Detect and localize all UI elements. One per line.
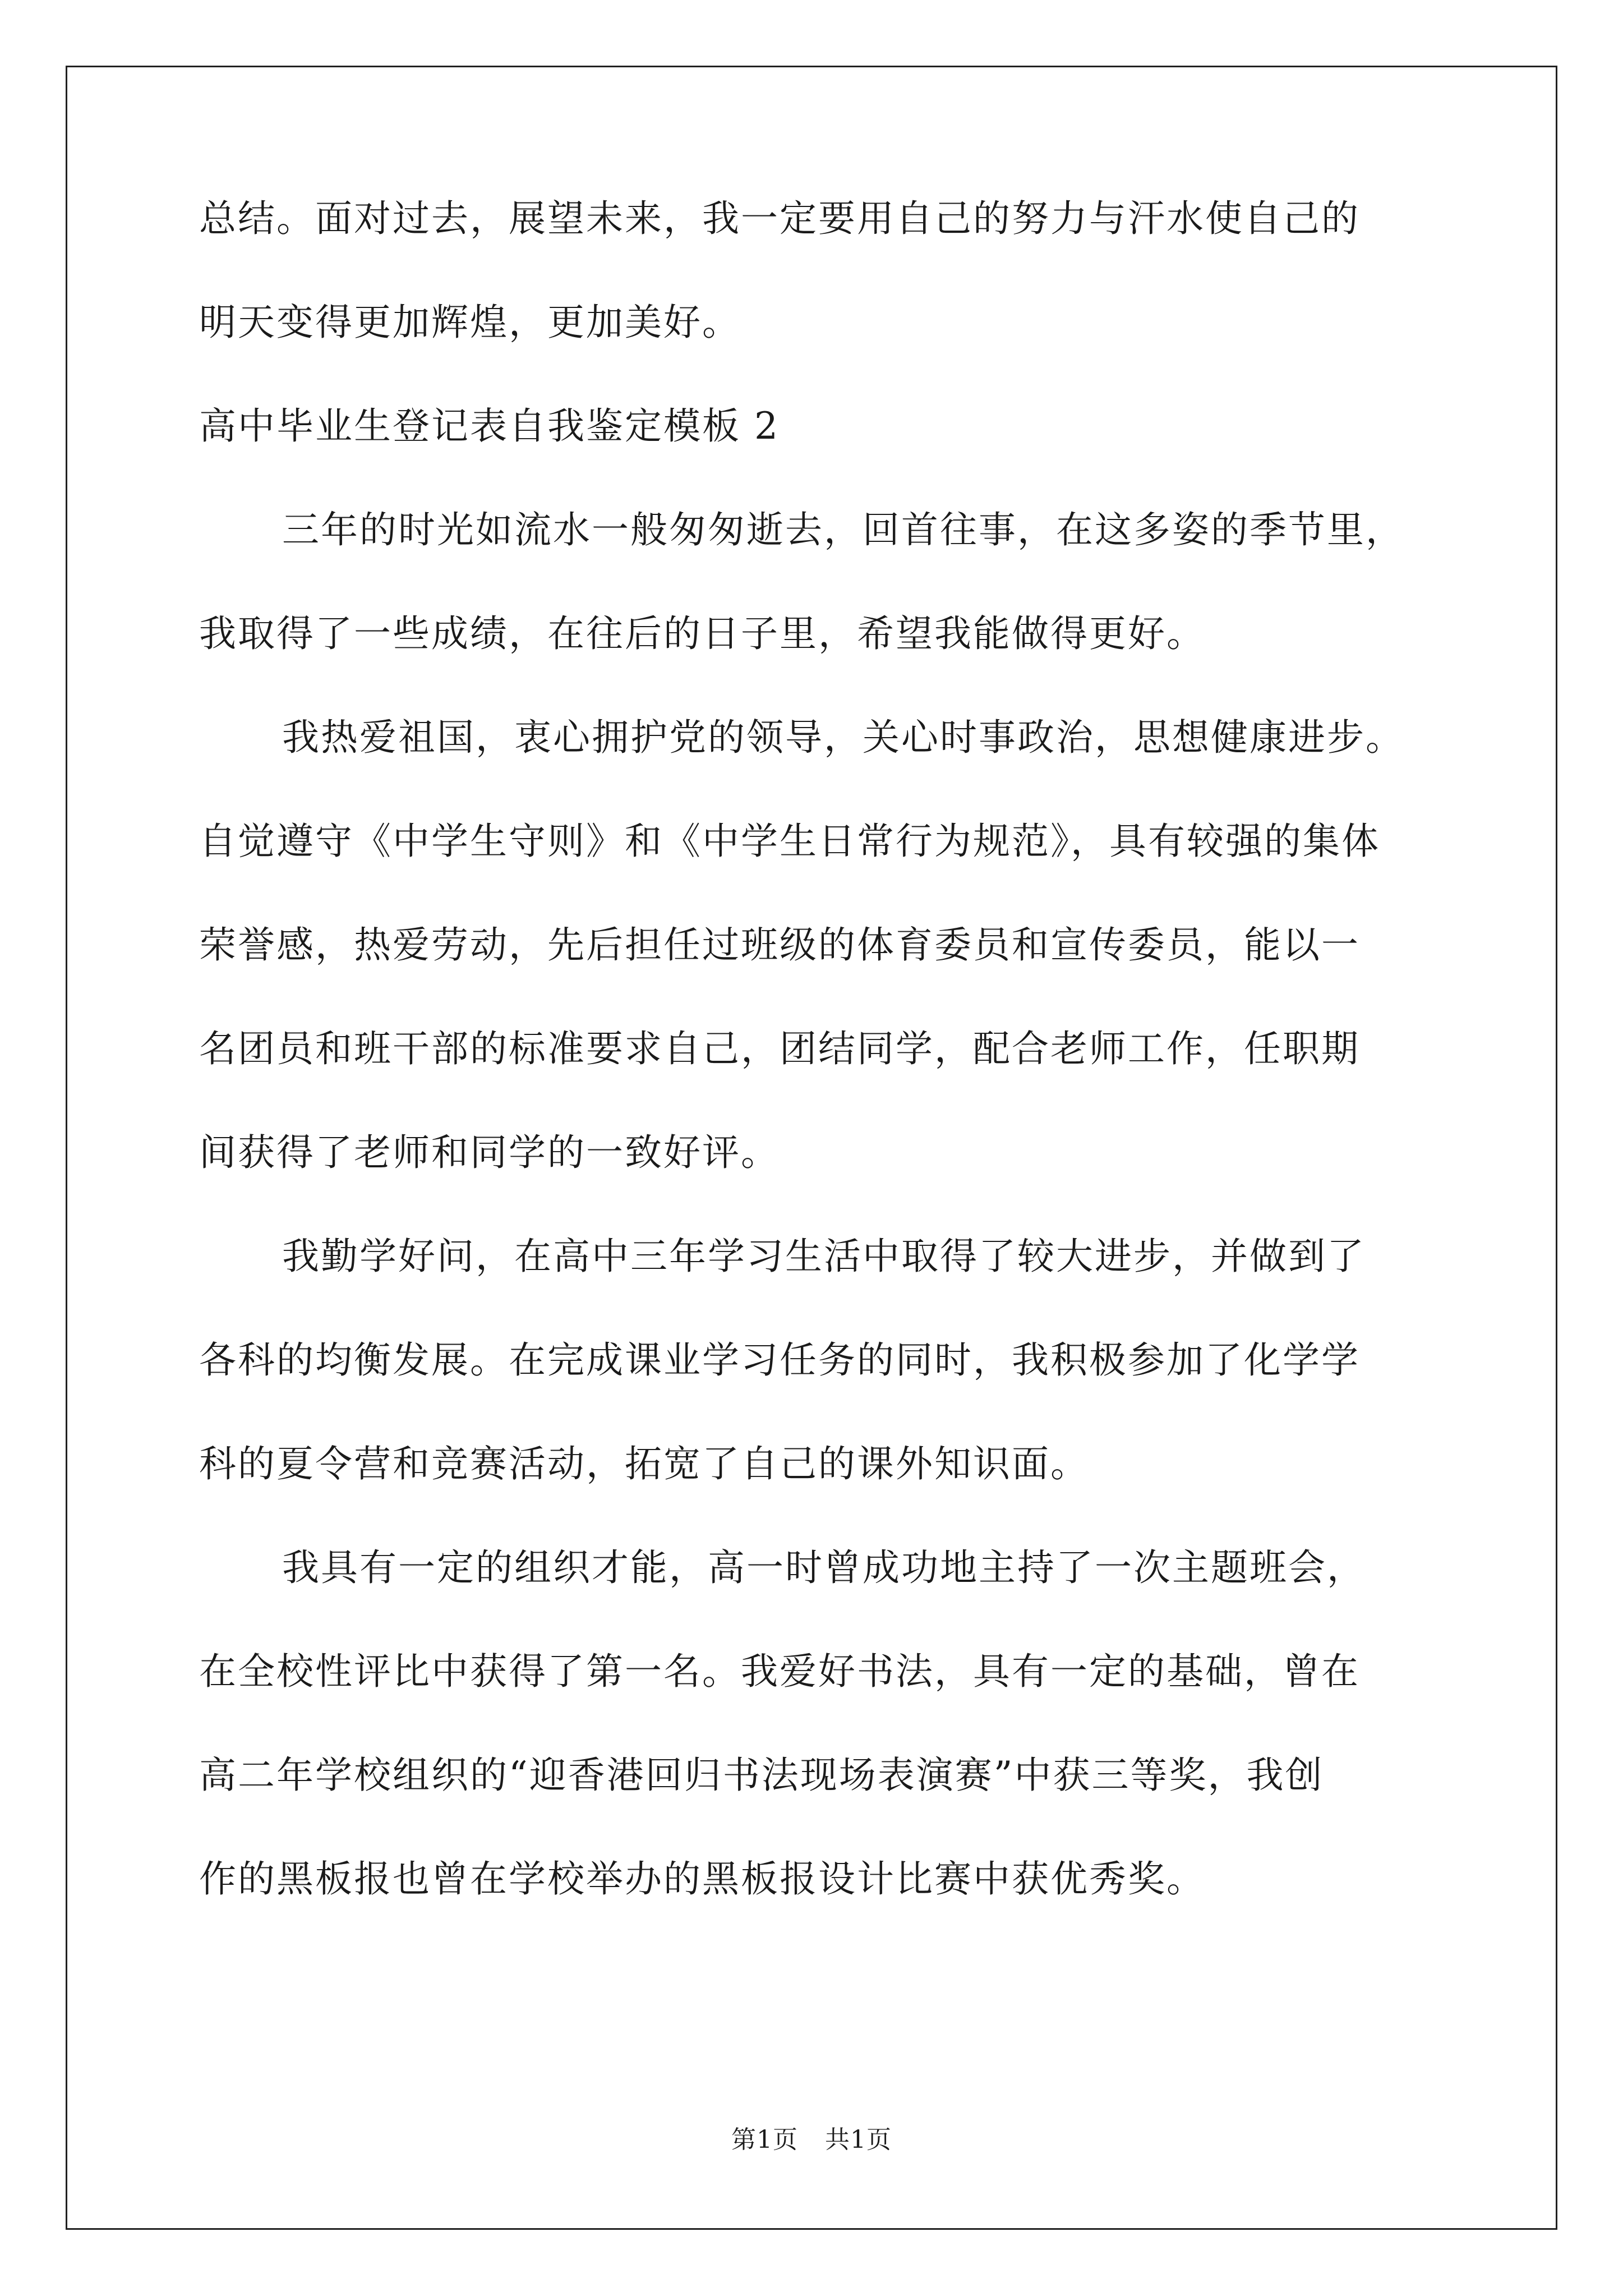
page-total: 共1页 (825, 2125, 892, 2154)
page-number: 第1页 (731, 2125, 798, 2154)
text-line: 名团员和班干部的标准要求自己，团结同学，配合老师工作，任职期 (199, 1027, 1360, 1070)
paragraph-first-line: 三年的时光如流水一般匆匆逝去，回首往事，在这多姿的季节里， (282, 508, 1404, 551)
text-line: 荣誉感，热爱劳动，先后担任过班级的体育委员和宣传委员，能以一 (199, 923, 1360, 967)
text-line: 科的夏令营和竞赛活动，拓宽了自己的课外知识面。 (199, 1442, 1089, 1485)
text-line: 间获得了老师和同学的一致好评。 (199, 1131, 780, 1174)
text-line: 各科的均衡发展。在完成课业学习任务的同时，我积极参加了化学学 (199, 1338, 1360, 1382)
paragraph-first-line: 我具有一定的组织才能，高一时曾成功地主持了一次主题班会， (282, 1546, 1366, 1589)
text-line: 总结。面对过去，展望未来，我一定要用自己的努力与汗水使自己的 (199, 197, 1360, 240)
text-line: 高二年学校组织的“迎香港回归书法现场表演赛”中获三等奖，我创 (199, 1754, 1324, 1797)
text-line: 作的黑板报也曾在学校举办的黑板报设计比赛中获优秀奖。 (199, 1857, 1205, 1901)
paragraph-first-line: 我热爱祖国，衷心拥护党的领导，关心时事政治，思想健康进步。 (282, 716, 1404, 759)
paragraph-first-line: 我勤学好问，在高中三年学习生活中取得了较大进步，并做到了 (282, 1235, 1366, 1278)
text-line: 我取得了一些成绩，在往后的日子里，希望我能做得更好。 (199, 612, 1205, 655)
text-line: 在全校性评比中获得了第一名。我爱好书法，具有一定的基础，曾在 (199, 1650, 1360, 1693)
text-line: 明天变得更加辉煌，更加美好。 (199, 301, 741, 344)
text-line: 自觉遵守《中学生守则》和《中学生日常行为规范》，具有较强的集体 (199, 820, 1380, 863)
section-heading: 高中毕业生登记表自我鉴定模板 2 (199, 404, 780, 448)
page-footer (0, 2126, 1623, 2154)
